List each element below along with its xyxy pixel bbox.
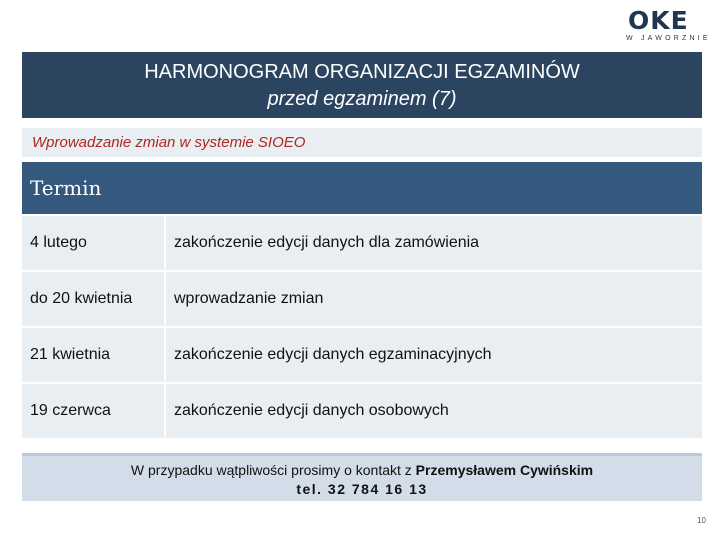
section-subheading: Wprowadzanie zmian w systemie SIOEO xyxy=(22,128,702,157)
table-row xyxy=(22,384,702,438)
contact-note xyxy=(22,453,702,501)
column-header-description xyxy=(166,162,702,214)
row-description: wprowadzanie zmian xyxy=(174,290,324,307)
contact-note-text: W przypadku wątpliwości prosimy o kontakt z xyxy=(130,462,416,478)
row-date: 4 lutego xyxy=(30,234,87,251)
row-description: zakończenie edycji danych egzaminacyjnych xyxy=(174,346,492,363)
row-description: zakończenie edycji danych dla zamówienia xyxy=(174,234,480,251)
cell-divider xyxy=(164,384,166,438)
table-header-row xyxy=(22,162,702,214)
cell-divider xyxy=(164,216,166,270)
slide-title: HARMONOGRAM ORGANIZACJI EGZAMINÓW xyxy=(144,61,580,83)
slide-subtitle: przed egzaminem (7) xyxy=(267,88,457,110)
contact-phone: tel. 32 784 16 13 xyxy=(296,481,428,497)
column-header-termin: Termin xyxy=(30,176,102,200)
row-date: 21 kwietnia xyxy=(30,346,111,363)
row-date: 19 czerwca xyxy=(30,402,111,419)
contact-note-line xyxy=(22,461,702,479)
slide-header xyxy=(22,52,702,118)
contact-person: Przemysławem Cywińskim xyxy=(415,462,594,478)
row-date: do 20 kwietnia xyxy=(30,290,133,307)
cell-divider xyxy=(164,328,166,382)
logo-mark: OKE xyxy=(628,6,689,35)
cell-divider xyxy=(164,272,166,326)
row-description: zakończenie edycji danych osobowych xyxy=(174,402,449,419)
oke-logo xyxy=(624,6,714,46)
table-row xyxy=(22,216,702,270)
table-row xyxy=(22,328,702,382)
table-row xyxy=(22,272,702,326)
logo-subtitle: W JAWORZNIE xyxy=(626,35,711,42)
page-number: 10 xyxy=(697,516,706,525)
schedule-table xyxy=(22,162,702,438)
